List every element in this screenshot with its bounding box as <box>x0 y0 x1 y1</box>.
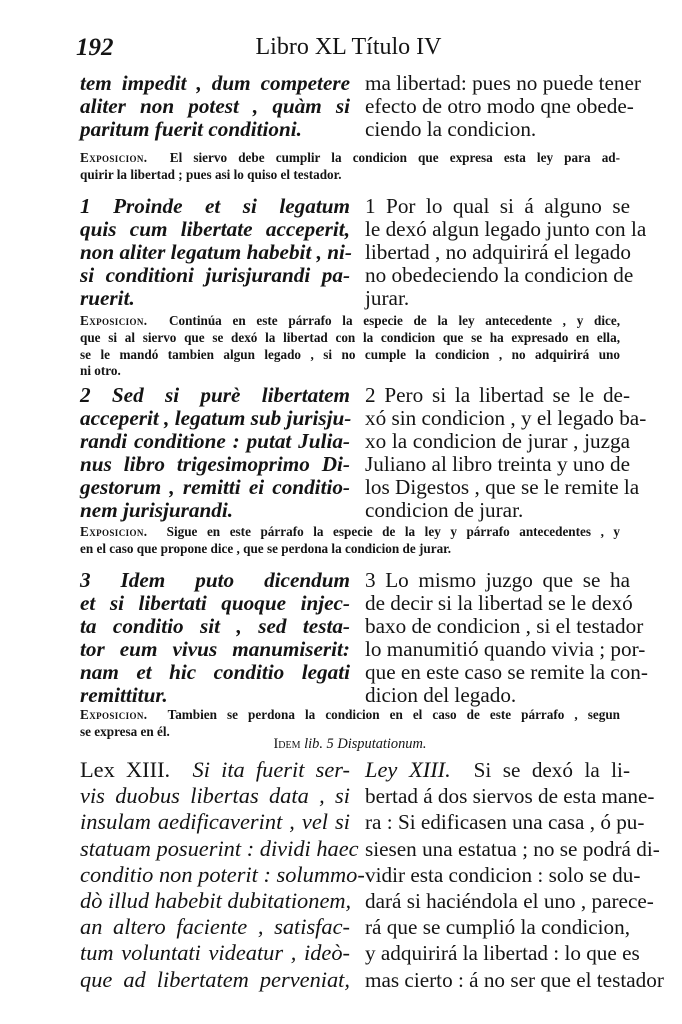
latin-text <box>80 569 350 707</box>
spanish-line: que en este caso se remite la con- <box>365 660 648 684</box>
spanish-text <box>365 383 647 522</box>
spanish-line: Juliano al libro treinta y uno de <box>365 452 630 476</box>
spanish-line: 3 Lo mismo juzgo que se ha <box>365 568 630 592</box>
latin-line: nam et hic conditio legati <box>80 660 350 684</box>
spanish-line: bertad á dos siervos de esta mane- <box>365 784 655 809</box>
latin-line: randi conditione : putat Julia- <box>80 429 350 453</box>
exposicion-block <box>80 313 620 380</box>
spanish-line: ciendo la condicion. <box>365 117 537 141</box>
latin-line: acceperit , legatum sub jurisju- <box>80 406 352 430</box>
latin-line: 3 Idem puto dicendum <box>80 568 350 592</box>
spanish-line: 2 Pero si la libertad se le de- <box>365 383 630 407</box>
exposicion-line: quirir la libertad ; pues asi lo quiso el testador. <box>80 166 342 182</box>
spanish-text <box>365 568 648 707</box>
exposicion-label: Exposicion. <box>80 313 148 328</box>
latin-line: nem jurisjurandi. <box>80 498 234 522</box>
exposicion-line: que si al siervo que se dexó la libertad con la condicion que se ha expresado en ella, <box>80 329 620 345</box>
source-citation <box>80 736 620 753</box>
exposicion-label: Exposicion. <box>80 707 148 722</box>
latin-line: 2 Sed si purè libertatem <box>80 383 350 407</box>
latin-line: ta conditio sit , sed testa- <box>80 614 350 638</box>
spanish-line: lo manumitió quando vivia ; por- <box>365 637 646 661</box>
spanish-line: baxo de condicion , si el testador <box>365 614 644 638</box>
spanish-line: los Digestos , que se le remite la <box>365 475 640 499</box>
latin-text <box>80 757 365 993</box>
spanish-line: ra : Si edificasen una casa , ó pu- <box>365 810 645 835</box>
spanish-line: mas cierto : á no ser que el testador <box>365 967 664 992</box>
paragraph-2 <box>80 383 647 522</box>
latin-line: dò illud habebit dubitationem, <box>80 888 352 914</box>
spanish-line: libertad , no adquirirá el legado <box>365 240 631 264</box>
latin-line: Lex XIII. Si ita fuerit ser- <box>80 757 351 782</box>
exposicion-line: Exposicion. Tambien se perdona la condicion en el caso de este párrafo , segun <box>80 707 620 722</box>
latin-text <box>80 195 350 310</box>
latin-line: que ad libertatem perveniat, <box>80 966 350 992</box>
latin-line: non aliter legatum habebit , ni- <box>80 240 352 264</box>
spanish-line: dicion del legado. <box>365 683 517 707</box>
paragraph-3 <box>80 568 648 707</box>
spanish-line: ma libertad: pues no puede tener <box>365 71 641 95</box>
latin-line: an altero faciente , satisfac- <box>80 914 350 940</box>
latin-line: si conditioni jurisjurandi pa- <box>80 263 350 287</box>
paragraph-continuation <box>80 71 641 141</box>
latin-line: tor eum vivus manumiserit: <box>80 637 350 661</box>
latin-line: quis cum libertate acceperit, <box>80 217 350 241</box>
lex-label: Lex XIII. <box>80 757 171 782</box>
lex-xiii <box>80 757 664 993</box>
latin-line: conditio non poterit : solummo- <box>80 861 365 887</box>
latin-line: tem impedit , dum competere <box>80 71 350 95</box>
spanish-line: de decir si la libertad se le dexó <box>365 591 633 615</box>
spanish-line: le dexó algun legado junto con la <box>365 217 647 241</box>
spanish-text <box>365 71 641 141</box>
latin-line: ruerit. <box>80 286 135 310</box>
spanish-line: dará si haciéndola el uno , parece- <box>365 889 654 914</box>
latin-line: insulam aedificaverint , vel si <box>80 809 350 835</box>
page-number: 192 <box>76 34 114 61</box>
spanish-line: y adquirirá la libertad : lo que es <box>365 941 640 966</box>
source-reference: lib. 5 Disputationum. <box>304 736 427 752</box>
latin-text <box>80 384 350 522</box>
exposicion-line: se expresa en él. <box>80 723 170 739</box>
latin-line: et si libertati quoque injec- <box>80 591 350 615</box>
ley-label: Ley XIII. <box>365 757 451 782</box>
latin-line: vis duobus libertas data , si <box>80 783 350 809</box>
latin-line: remittitur. <box>80 683 168 707</box>
exposicion-line: Exposicion. El siervo debe cumplir la condicion que expresa esta ley para ad- <box>80 150 621 165</box>
source-idem: Idem <box>273 736 301 752</box>
spanish-line: jurar. <box>365 286 410 310</box>
exposicion-block <box>80 524 620 558</box>
latin-line: nus libro trigesimoprimo Di- <box>80 452 350 476</box>
latin-line: gestorum , remitti ei conditio- <box>80 475 350 499</box>
spanish-text <box>365 757 664 993</box>
spanish-line: condicion de jurar. <box>365 498 524 522</box>
page-header <box>76 30 621 66</box>
spanish-line: 1 Por lo qual si á alguno se <box>365 194 630 218</box>
spanish-line: vidir esta condicion : solo se du- <box>365 862 641 887</box>
exposicion-line: Exposicion. Sigue en este párrafo la especie de la ley y párrafo antecedentes , y <box>80 524 621 539</box>
exposicion-line: Exposicion. Continúa en este párrafo la especie de la ley antecedente , y dice, <box>80 313 621 328</box>
exposicion-block <box>80 150 620 184</box>
spanish-line: no obedeciendo la condicion de <box>365 263 634 287</box>
paragraph-1 <box>80 194 647 310</box>
exposicion-label: Exposicion. <box>80 150 148 165</box>
spanish-text <box>365 194 647 310</box>
running-title: Libro XL Título IV <box>255 34 442 60</box>
spanish-line: efecto de otro modo qne obede- <box>365 94 634 118</box>
spanish-line: siesen una estatua ; no se podrá di- <box>365 836 660 861</box>
latin-line: tum voluntati videatur , ideò- <box>80 940 350 966</box>
latin-line: paritum fuerit conditioni. <box>80 117 302 141</box>
latin-line: 1 Proinde et si legatum <box>80 194 350 218</box>
exposicion-line: ni otro. <box>80 363 121 379</box>
spanish-line: rá que se cumplió la condicion, <box>365 915 630 940</box>
spanish-line: xo la condicion de jurar , juzga <box>365 429 630 453</box>
exposicion-label: Exposicion. <box>80 524 148 539</box>
exposicion-line: en el caso que propone dice , que se perdona la condicion de jurar. <box>80 540 452 556</box>
spanish-line: xó sin condicion , y el legado ba- <box>365 406 647 430</box>
exposicion-line: se le mandó tambien algun legado , si no cumple la condicion , no adquirirá uno <box>80 346 620 362</box>
latin-line: statuam posuerint : dividi haec <box>80 835 359 861</box>
spanish-line: Ley XIII. Si se dexó la li- <box>365 757 631 782</box>
latin-text <box>80 72 350 141</box>
latin-line: aliter non potest , quàm si <box>80 94 350 118</box>
